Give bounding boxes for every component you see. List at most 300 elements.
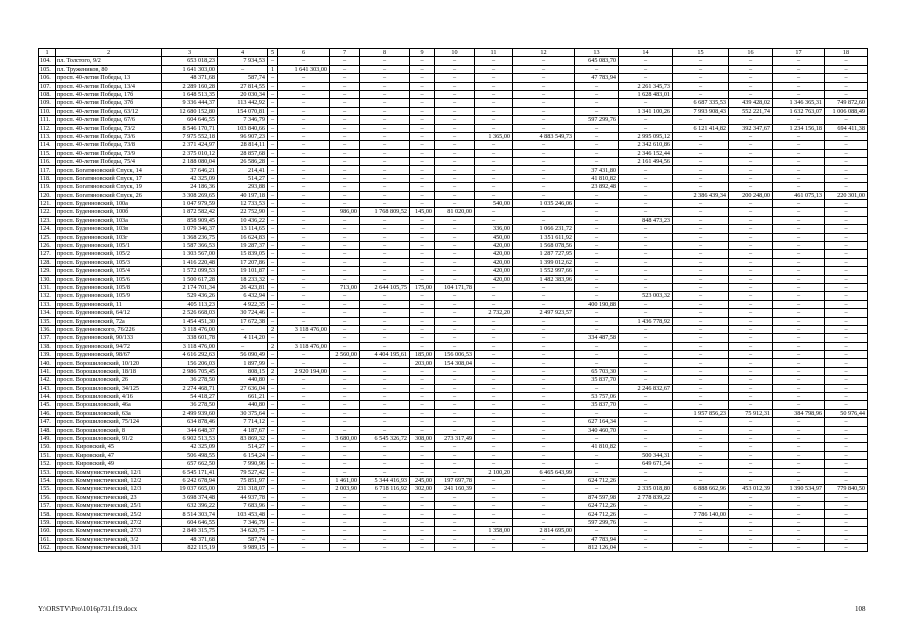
value-cell: 1 632 763,07: [773, 107, 825, 115]
value-cell: –: [330, 258, 360, 266]
value-cell: –: [673, 57, 729, 65]
value-cell: 3 698 374,48: [162, 493, 218, 501]
value-cell: –: [619, 124, 673, 132]
table-row: [39, 376, 868, 384]
value-cell: 47 783,94: [575, 535, 619, 543]
value-cell: –: [360, 384, 410, 392]
value-cell: –: [360, 124, 410, 132]
value-cell: –: [475, 283, 513, 291]
value-cell: –: [825, 57, 868, 65]
row-number-cell: 133.: [39, 300, 56, 308]
value-cell: 1 768 809,52: [360, 208, 410, 216]
value-cell: –: [360, 502, 410, 510]
value-cell: 1 572 099,53: [162, 267, 218, 275]
value-cell: –: [330, 334, 360, 342]
value-cell: 514,27: [218, 443, 268, 451]
value-cell: –: [435, 250, 475, 258]
value-cell: –: [513, 116, 575, 124]
value-cell: –: [575, 317, 619, 325]
value-cell: –: [330, 241, 360, 249]
value-cell: –: [729, 292, 773, 300]
value-cell: 1 035 246,06: [513, 200, 575, 208]
value-cell: –: [330, 502, 360, 510]
value-cell: –: [278, 485, 330, 493]
header-cell: 1: [39, 49, 56, 57]
value-cell: –: [673, 518, 729, 526]
value-cell: 450,00: [475, 233, 513, 241]
value-cell: –: [268, 401, 278, 409]
value-cell: –: [825, 241, 868, 249]
value-cell: –: [410, 309, 435, 317]
table-row: [39, 174, 868, 182]
row-number-cell: 134.: [39, 309, 56, 317]
address-cell: пл. Тружеников, 80: [56, 65, 162, 73]
value-cell: –: [673, 65, 729, 73]
value-cell: –: [278, 124, 330, 132]
address-cell: просп. Ворошиловский, 10/120: [56, 359, 162, 367]
value-cell: –: [330, 191, 360, 199]
value-cell: 36 278,50: [162, 376, 218, 384]
value-cell: –: [268, 149, 278, 157]
value-cell: –: [513, 57, 575, 65]
row-number-cell: 140.: [39, 359, 56, 367]
address-cell: просп. Богатяновский Спуск, 26: [56, 191, 162, 199]
address-cell: просп. Буденновский, 103а: [56, 216, 162, 224]
value-cell: –: [475, 393, 513, 401]
value-cell: –: [825, 518, 868, 526]
value-cell: –: [268, 57, 278, 65]
value-cell: –: [435, 418, 475, 426]
value-cell: 293,88: [218, 183, 268, 191]
value-cell: –: [673, 250, 729, 258]
value-cell: –: [475, 376, 513, 384]
value-cell: 1 872 582,42: [162, 208, 218, 216]
value-cell: –: [825, 426, 868, 434]
value-cell: –: [278, 174, 330, 182]
value-cell: –: [435, 132, 475, 140]
table-row: [39, 493, 868, 501]
value-cell: –: [278, 141, 330, 149]
value-cell: –: [278, 116, 330, 124]
value-cell: 523 003,32: [619, 292, 673, 300]
value-cell: –: [435, 124, 475, 132]
value-cell: –: [729, 225, 773, 233]
value-cell: –: [673, 158, 729, 166]
value-cell: –: [330, 384, 360, 392]
value-cell: –: [773, 183, 825, 191]
value-cell: 2 003,90: [330, 485, 360, 493]
value-cell: –: [673, 233, 729, 241]
value-cell: –: [773, 434, 825, 442]
value-cell: –: [729, 300, 773, 308]
table-row: [39, 476, 868, 484]
value-cell: –: [330, 275, 360, 283]
value-cell: –: [575, 141, 619, 149]
value-cell: 1 482 383,96: [513, 275, 575, 283]
value-cell: 36 278,50: [162, 401, 218, 409]
value-cell: –: [268, 200, 278, 208]
value-cell: –: [729, 208, 773, 216]
address-cell: просп. 40-летия Победы, 13: [56, 74, 162, 82]
value-cell: –: [435, 241, 475, 249]
value-cell: –: [360, 367, 410, 375]
value-cell: –: [575, 99, 619, 107]
value-cell: –: [330, 426, 360, 434]
table-row: [39, 544, 868, 552]
value-cell: 1 066 231,72: [513, 225, 575, 233]
value-cell: 12 733,53: [218, 200, 268, 208]
value-cell: –: [619, 334, 673, 342]
value-cell: 453 012,39: [729, 485, 773, 493]
value-cell: –: [513, 426, 575, 434]
value-cell: –: [619, 401, 673, 409]
address-cell: просп. Буденновский, 98/67: [56, 351, 162, 359]
value-cell: 3 680,00: [330, 434, 360, 442]
value-cell: –: [729, 241, 773, 249]
value-cell: –: [435, 317, 475, 325]
value-cell: –: [773, 200, 825, 208]
value-cell: –: [773, 367, 825, 375]
value-cell: –: [278, 334, 330, 342]
row-number-cell: 121.: [39, 200, 56, 208]
value-cell: –: [360, 527, 410, 535]
value-cell: –: [268, 74, 278, 82]
value-cell: –: [619, 502, 673, 510]
value-cell: –: [278, 275, 330, 283]
value-cell: 9 336 444,37: [162, 99, 218, 107]
value-cell: –: [268, 351, 278, 359]
table-row: [39, 57, 868, 65]
value-cell: –: [825, 208, 868, 216]
table-row: [39, 191, 868, 199]
address-cell: просп. Буденновский, 105/2: [56, 250, 162, 258]
address-cell: просп. Буденновского, 76/226: [56, 325, 162, 333]
value-cell: –: [729, 434, 773, 442]
value-cell: –: [278, 359, 330, 367]
value-cell: –: [619, 476, 673, 484]
value-cell: –: [475, 183, 513, 191]
address-cell: просп. Коммунистический, 3/2: [56, 535, 162, 543]
value-cell: –: [673, 283, 729, 291]
value-cell: –: [513, 300, 575, 308]
table-row: [39, 434, 868, 442]
value-cell: –: [360, 493, 410, 501]
value-cell: –: [330, 309, 360, 317]
value-cell: –: [825, 300, 868, 308]
row-number-cell: 142.: [39, 376, 56, 384]
value-cell: –: [575, 409, 619, 417]
value-cell: –: [360, 518, 410, 526]
value-cell: –: [575, 451, 619, 459]
value-cell: –: [729, 116, 773, 124]
value-cell: –: [673, 216, 729, 224]
value-cell: –: [268, 376, 278, 384]
row-number-cell: 161.: [39, 535, 56, 543]
value-cell: –: [575, 158, 619, 166]
value-cell: 1 006 088,49: [825, 107, 868, 115]
value-cell: –: [475, 325, 513, 333]
value-cell: –: [619, 300, 673, 308]
value-cell: –: [360, 74, 410, 82]
address-cell: просп. Буденновский, 64/12: [56, 309, 162, 317]
value-cell: –: [410, 451, 435, 459]
value-cell: 50 976,44: [825, 409, 868, 417]
address-cell: просп. Буденновский, 105/9: [56, 292, 162, 300]
value-cell: –: [278, 451, 330, 459]
value-cell: –: [410, 409, 435, 417]
value-cell: –: [410, 527, 435, 535]
table-row: [39, 82, 868, 90]
value-cell: –: [619, 116, 673, 124]
value-cell: –: [825, 325, 868, 333]
value-cell: 500 344,31: [619, 451, 673, 459]
table-row: [39, 527, 868, 535]
value-cell: –: [410, 443, 435, 451]
value-cell: 35 837,70: [575, 401, 619, 409]
value-cell: –: [729, 82, 773, 90]
row-number-cell: 139.: [39, 351, 56, 359]
value-cell: 384 798,96: [773, 409, 825, 417]
value-cell: –: [278, 535, 330, 543]
value-cell: –: [825, 74, 868, 82]
value-cell: –: [773, 460, 825, 468]
value-cell: –: [513, 325, 575, 333]
value-cell: –: [673, 116, 729, 124]
value-cell: –: [268, 485, 278, 493]
value-cell: –: [268, 527, 278, 535]
value-cell: –: [410, 99, 435, 107]
value-cell: –: [278, 208, 330, 216]
row-number-cell: 127.: [39, 250, 56, 258]
value-cell: –: [360, 174, 410, 182]
value-cell: –: [619, 376, 673, 384]
value-cell: –: [575, 225, 619, 233]
value-cell: –: [435, 502, 475, 510]
table-row: [39, 99, 868, 107]
value-cell: –: [729, 317, 773, 325]
data-table: [38, 48, 868, 552]
value-cell: –: [825, 82, 868, 90]
value-cell: 27 636,04: [218, 384, 268, 392]
table-row: [39, 359, 868, 367]
value-cell: –: [268, 418, 278, 426]
value-cell: –: [360, 510, 410, 518]
value-cell: –: [619, 342, 673, 350]
value-cell: –: [268, 384, 278, 392]
value-cell: –: [360, 141, 410, 149]
row-number-cell: 141.: [39, 367, 56, 375]
value-cell: –: [410, 544, 435, 552]
value-cell: –: [673, 141, 729, 149]
value-cell: –: [330, 518, 360, 526]
value-cell: 48 371,68: [162, 535, 218, 543]
page-number: 108: [855, 605, 866, 613]
value-cell: 420,00: [475, 267, 513, 275]
value-cell: –: [360, 426, 410, 434]
value-cell: –: [513, 351, 575, 359]
value-cell: 2 335 018,80: [619, 485, 673, 493]
value-cell: –: [435, 443, 475, 451]
value-cell: 2 386 439,34: [673, 191, 729, 199]
value-cell: –: [435, 376, 475, 384]
value-cell: 24 186,36: [162, 183, 218, 191]
row-number-cell: 124.: [39, 225, 56, 233]
table-row: [39, 275, 868, 283]
value-cell: 440,80: [218, 376, 268, 384]
row-number-cell: 153.: [39, 468, 56, 476]
value-cell: –: [825, 250, 868, 258]
value-cell: –: [330, 401, 360, 409]
row-number-cell: 110.: [39, 107, 56, 115]
value-cell: –: [410, 510, 435, 518]
value-cell: –: [475, 124, 513, 132]
value-cell: –: [435, 258, 475, 266]
value-cell: 6 465 643,99: [513, 468, 575, 476]
value-cell: 1 897,99: [218, 359, 268, 367]
value-cell: –: [673, 267, 729, 275]
value-cell: –: [513, 216, 575, 224]
value-cell: 103 453,48: [218, 510, 268, 518]
value-cell: –: [330, 233, 360, 241]
value-cell: 15 839,05: [218, 250, 268, 258]
value-cell: 302,00: [410, 485, 435, 493]
value-cell: –: [330, 225, 360, 233]
row-number-cell: 137.: [39, 334, 56, 342]
value-cell: –: [619, 535, 673, 543]
value-cell: –: [619, 275, 673, 283]
value-cell: –: [513, 99, 575, 107]
value-cell: –: [575, 342, 619, 350]
value-cell: –: [773, 510, 825, 518]
value-cell: –: [825, 200, 868, 208]
value-cell: –: [513, 460, 575, 468]
value-cell: –: [330, 510, 360, 518]
value-cell: –: [435, 401, 475, 409]
value-cell: –: [729, 233, 773, 241]
value-cell: –: [360, 200, 410, 208]
value-cell: 6 687 335,53: [673, 99, 729, 107]
value-cell: –: [475, 443, 513, 451]
address-cell: просп. Кировский, 47: [56, 451, 162, 459]
value-cell: –: [575, 65, 619, 73]
header-cell: 13: [575, 49, 619, 57]
address-cell: просп. Буденновский, 94/72: [56, 342, 162, 350]
value-cell: –: [729, 325, 773, 333]
row-number-cell: 116.: [39, 158, 56, 166]
table-row: [39, 283, 868, 291]
value-cell: –: [729, 493, 773, 501]
value-cell: –: [278, 191, 330, 199]
value-cell: –: [278, 283, 330, 291]
value-cell: –: [475, 57, 513, 65]
value-cell: –: [218, 65, 268, 73]
value-cell: –: [278, 443, 330, 451]
value-cell: 649 671,54: [619, 460, 673, 468]
value-cell: –: [619, 443, 673, 451]
value-cell: –: [773, 82, 825, 90]
value-cell: –: [513, 317, 575, 325]
address-cell: просп. Ворошиловский, 63а: [56, 409, 162, 417]
value-cell: –: [435, 384, 475, 392]
value-cell: –: [435, 74, 475, 82]
value-cell: –: [268, 90, 278, 98]
value-cell: –: [619, 233, 673, 241]
value-cell: –: [475, 409, 513, 417]
value-cell: 42 325,09: [162, 443, 218, 451]
value-cell: –: [360, 241, 410, 249]
value-cell: –: [268, 518, 278, 526]
value-cell: –: [410, 300, 435, 308]
value-cell: –: [330, 99, 360, 107]
value-cell: 4 404 195,61: [360, 351, 410, 359]
table-row: [39, 393, 868, 401]
value-cell: –: [673, 200, 729, 208]
value-cell: –: [410, 325, 435, 333]
row-number-cell: 125.: [39, 233, 56, 241]
value-cell: 145,00: [410, 208, 435, 216]
value-cell: –: [330, 393, 360, 401]
value-cell: 83 869,32: [218, 434, 268, 442]
header-cell: 12: [513, 49, 575, 57]
value-cell: –: [773, 116, 825, 124]
value-cell: –: [673, 502, 729, 510]
value-cell: –: [825, 225, 868, 233]
value-cell: –: [619, 309, 673, 317]
value-cell: –: [825, 443, 868, 451]
value-cell: –: [410, 174, 435, 182]
value-cell: –: [268, 267, 278, 275]
table-row: [39, 300, 868, 308]
value-cell: –: [268, 510, 278, 518]
value-cell: 6 902 513,53: [162, 434, 218, 442]
value-cell: –: [729, 90, 773, 98]
value-cell: –: [773, 309, 825, 317]
value-cell: –: [513, 493, 575, 501]
address-cell: просп. Буденновский, 105/4: [56, 267, 162, 275]
value-cell: –: [360, 258, 410, 266]
value-cell: –: [475, 535, 513, 543]
value-cell: 1 628 483,01: [619, 90, 673, 98]
value-cell: –: [825, 418, 868, 426]
value-cell: 1 648 513,35: [162, 90, 218, 98]
value-cell: –: [435, 544, 475, 552]
value-cell: 1 454 451,30: [162, 317, 218, 325]
value-cell: 812 126,04: [575, 544, 619, 552]
row-number-cell: 104.: [39, 57, 56, 65]
value-cell: –: [278, 158, 330, 166]
value-cell: –: [773, 300, 825, 308]
value-cell: 874 597,98: [575, 493, 619, 501]
value-cell: 597 299,76: [575, 116, 619, 124]
value-cell: 1 358,00: [475, 527, 513, 535]
value-cell: –: [619, 426, 673, 434]
value-cell: –: [410, 342, 435, 350]
value-cell: 54 418,27: [162, 393, 218, 401]
value-cell: –: [575, 309, 619, 317]
value-cell: 2 526 668,03: [162, 309, 218, 317]
value-cell: –: [435, 141, 475, 149]
value-cell: –: [619, 267, 673, 275]
value-cell: 96 907,23: [218, 132, 268, 140]
row-number-cell: 135.: [39, 317, 56, 325]
address-cell: просп. Ворошиловский, 26: [56, 376, 162, 384]
value-cell: –: [268, 124, 278, 132]
address-cell: просп. Кировский, 49: [56, 460, 162, 468]
value-cell: –: [435, 510, 475, 518]
row-number-cell: 107.: [39, 82, 56, 90]
row-number-cell: 154.: [39, 476, 56, 484]
value-cell: –: [513, 158, 575, 166]
